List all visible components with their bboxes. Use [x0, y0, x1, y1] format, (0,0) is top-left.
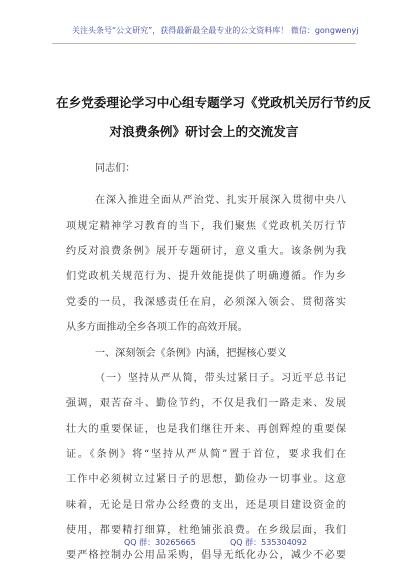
body-line: 工作中必须树立过紧日子的思想，勤俭办一切事业。这意	[66, 474, 346, 485]
header-divider	[52, 43, 356, 44]
body-line: 们党政机关规范行为、提升效能提供了明确遵循。作为乡	[66, 271, 346, 282]
body-line: 使用，都要精打细算，杜绝铺张浪费。在乡级层面，我们	[66, 525, 346, 536]
section-heading: 一、深刻领会《条例》内涵，把握核心要义	[95, 348, 287, 359]
body-line: 项规定精神学习教育的当下，我们聚焦《党政机关厉行节	[66, 221, 346, 232]
body-line: （一）坚持从严从简，带头过紧日子。习近平总书记	[95, 373, 346, 384]
body-line: 味着，无论是日常办公经费的支出，还是项目建设资金的	[66, 500, 346, 511]
document-title-line-1: 在乡党委理论学习中心组专题学习《党政机关厉行节约反	[56, 95, 371, 110]
document-title-line-2: 对浪费条例》研讨会上的交流发言	[109, 124, 299, 139]
header-note: 关注头条号“公文研究”，获得最新最全最专业的公文资料库！ 微信：gongwenyj	[72, 26, 359, 35]
body-line: 党委的一员，我深感责任在肩，必须深入领会、贯彻落实	[66, 297, 346, 308]
salutation: 同志们：	[95, 163, 136, 174]
body-line: 壮大的重要保证，也是我们继往开来、再创辉煌的重要保	[66, 424, 346, 435]
body-line: 要严格控制办公用品采购，倡导无纸化办公，减少不必要	[66, 550, 346, 561]
body-line: 证。《条例》将“坚持从严从简”置于首位，要求我们在	[66, 449, 346, 460]
body-line: 强调，艰苦奋斗、勤俭节约，不仅是我们一路走来、发展	[66, 398, 346, 409]
page-footer	[0, 530, 408, 552]
footer-qq-group-2: QQ 群：535304092	[230, 538, 307, 547]
body-line: 约反对浪费条例》展开专题研讨，意义重大。该条例为我	[66, 246, 346, 257]
page-header	[0, 0, 408, 56]
body-line: 从多方面推动全乡各项工作的高效开展。	[66, 322, 248, 333]
body-line: 在深入推进全面从严治党、扎实开展深入贯彻中央八	[95, 195, 346, 206]
footer-qq-group-1: QQ 群：30265665	[124, 538, 196, 547]
